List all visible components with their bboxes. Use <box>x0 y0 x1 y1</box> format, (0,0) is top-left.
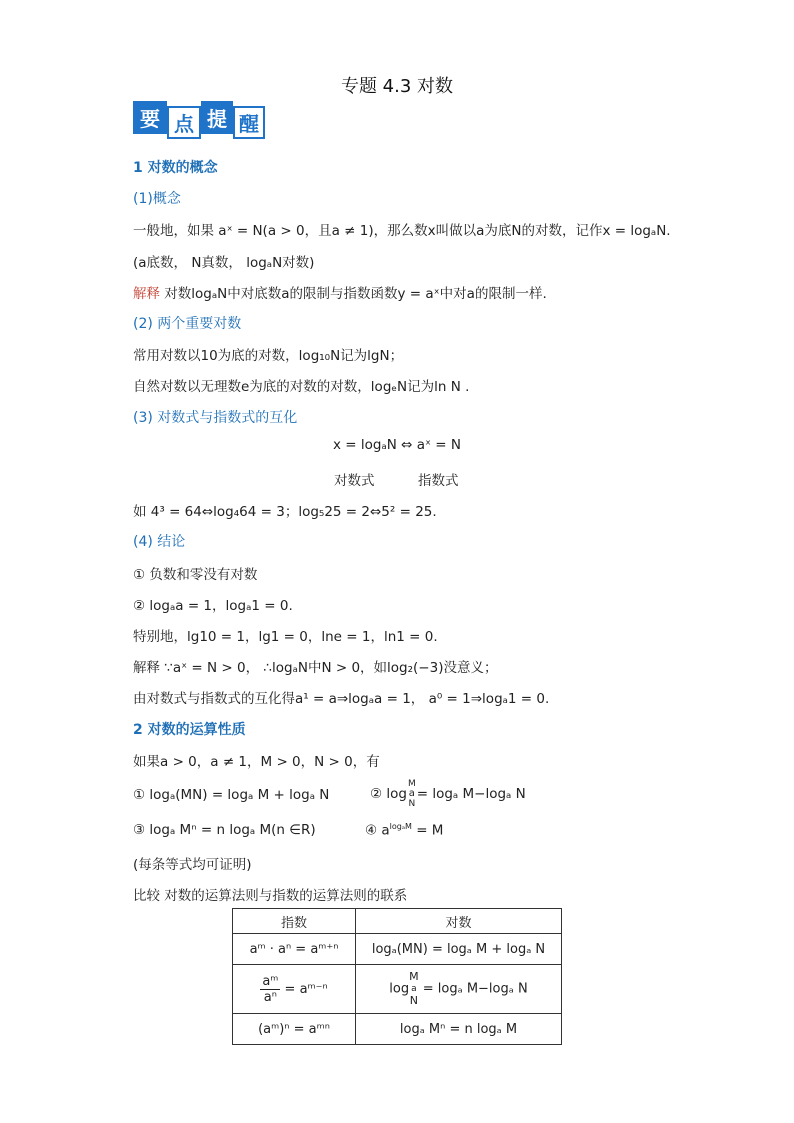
property-4 <box>365 822 443 839</box>
table-cell-exp-product: aᵐ · aⁿ = aᵐ⁺ⁿ <box>233 934 356 965</box>
property-2-base: a <box>408 788 415 799</box>
exp-quotient-fraction <box>260 974 280 1005</box>
log-quotient-prefix: log <box>389 981 410 997</box>
subsection-concept-heading: (1)概念 <box>133 191 181 207</box>
property-4-base: ④ a <box>365 822 390 839</box>
explain-text: 对数logₐN中对底数a的限制与指数函数y = aˣ中对a的限制一样. <box>160 286 547 302</box>
property-4-exponent: logₐM <box>389 822 412 831</box>
conclusion-1: ① 负数和零没有对数 <box>133 567 258 583</box>
badge-char-3: 提 <box>201 101 233 134</box>
property-2-prefix: ② log <box>370 786 407 802</box>
property-2-fraction <box>408 779 416 809</box>
conversion-formula: x = logₐN ⇔ aˣ = N <box>333 437 461 453</box>
badge-char-2: 点 <box>167 106 201 139</box>
conversion-label-exp: 指数式 <box>418 473 459 489</box>
exp-quotient-numerator: aᵐ <box>262 973 279 989</box>
condition-line: 如果a > 0，a ≠ 1，M > 0，N > 0，有 <box>133 754 380 770</box>
property-3: ③ logₐ Mⁿ = n logₐ M(n ∈R) <box>133 822 316 838</box>
explain-line <box>133 282 547 302</box>
common-log-line: 常用对数以10为底的对数，log₁₀N记为lgN； <box>133 348 404 364</box>
table-cell-exp-power: (aᵐ)ⁿ = aᵐⁿ <box>233 1014 356 1045</box>
property-2-rhs: = logₐ M−logₐ N <box>416 786 526 802</box>
conclusion-2: ② logₐa = 1，logₐ1 = 0. <box>133 598 293 614</box>
section-1-heading: 1 对数的概念 <box>133 160 218 176</box>
table-row <box>233 934 562 965</box>
exp-quotient-denominator: aⁿ <box>263 989 277 1005</box>
property-4-rhs: = M <box>411 822 444 839</box>
log-quotient-base: a <box>411 984 417 994</box>
log-quotient-numerator: M <box>409 970 419 983</box>
example-line: 如 4³ = 64⇔log₄64 = 3；log₅25 = 2⇔5² = 25. <box>133 504 437 520</box>
natural-log-line: 自然对数以无理数e为底的对数的对数，logₑN记为ln N . <box>133 379 470 395</box>
property-2 <box>370 779 526 809</box>
compare-line: 比较 对数的运算法则与指数的运算法则的联系 <box>133 888 408 904</box>
page-title: 专题 4.3 对数 <box>340 76 454 97</box>
definition-line: 一般地，如果 aˣ = N(a > 0，且a ≠ 1)，那么数x叫做以a为底N的对数，记作x = logₐN. <box>133 223 671 239</box>
subsection-important-logs-heading: (2) 两个重要对数 <box>133 316 242 332</box>
badge-char-1: 要 <box>133 101 167 134</box>
property-2-denominator: N <box>408 799 416 809</box>
log-quotient-fraction <box>409 971 419 1007</box>
table-header-row <box>233 909 562 934</box>
conclusion-3: 特别地，lg10 = 1，lg1 = 0，lne = 1，ln1 = 0. <box>133 629 438 645</box>
table-cell-log-product: logₐ(MN) = logₐ M + logₐ N <box>356 934 562 965</box>
exp-quotient-rhs: = aᵐ⁻ⁿ <box>280 981 328 997</box>
property-2-numerator: M <box>407 779 416 789</box>
table-cell-log-quotient <box>356 965 562 1014</box>
table-cell-exp-quotient <box>233 965 356 1014</box>
conversion-label-log: 对数式 <box>334 473 375 489</box>
definition-note: (a底数， N真数， logₐN对数) <box>133 255 315 271</box>
section-2-heading: 2 对数的运算性质 <box>133 722 246 738</box>
subsection-conversion-heading: (3) 对数式与指数式的互化 <box>133 410 298 426</box>
property-1: ① logₐ(MN) = logₐ M + logₐ N <box>133 787 330 803</box>
conclusion-4: 解释 ∵aˣ = N > 0， ∴logₐN中N > 0，如log₂(−3)没意义； <box>133 660 498 676</box>
log-quotient-denominator: N <box>409 994 418 1007</box>
comparison-table <box>232 908 562 1045</box>
subsection-conclusion-heading: (4) 结论 <box>133 534 186 550</box>
badge-char-4: 醒 <box>233 106 265 139</box>
explain-label: 解释 <box>133 286 160 302</box>
table-cell-log-power: logₐ Mⁿ = n logₐ M <box>356 1014 562 1045</box>
table-row <box>233 965 562 1014</box>
conclusion-5: 由对数式与指数式的互化得a¹ = a⇒logₐa = 1， a⁰ = 1⇒logₐ1 = 0. <box>133 691 550 707</box>
proof-note: (每条等式均可证明) <box>133 857 252 873</box>
log-quotient-rhs: = logₐ M−logₐ N <box>418 981 528 997</box>
table-header-log: 对数 <box>356 909 562 934</box>
table-row <box>233 1014 562 1045</box>
table-header-exponent: 指数 <box>233 909 356 934</box>
